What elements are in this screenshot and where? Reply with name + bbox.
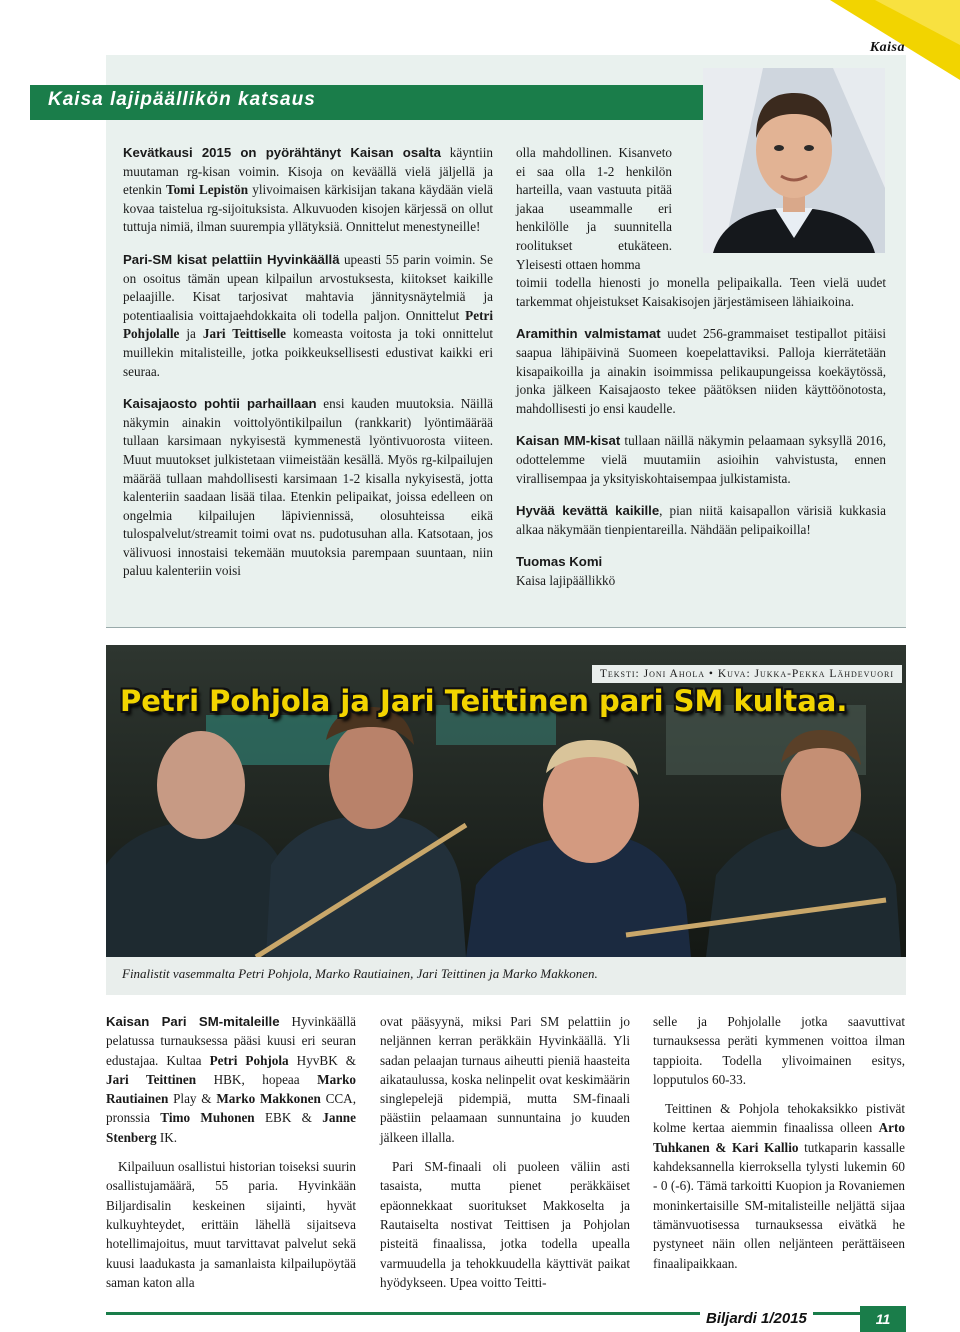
paragraph [123,395,493,581]
brand-label: Kaisa [869,40,905,55]
text: uudet 256-grammaiset testipallot pitäisi saapua lähipäivinä Suomeen koepelattaviksi. Palloja kierrätetään kisapaikoilla ja ainakin isoimmissa pelikaupungeissa koekäytössä, jonka jälkeen Kaisajaosto tekee päätöksen niiden käyttöönotosta, mahdollisesti jo ensi kaudelle. [516,326,886,416]
person-name: Petri Pohjolalle [123,307,493,342]
paragraph [123,144,493,237]
section-title: Kaisa lajipäällikön katsaus [48,89,316,110]
text: EBK & [254,1110,323,1126]
paragraph: Pari SM-finaali oli puoleen väliin asti tasaista, mutta pienet peräkkäiset epäonnekkaat suoritukset Makkoselta ja Rautaiselta nostivat Teittisen ja Pohjolan pisteitä finaalissa, jotka todella upealla varmuudella ja tehokkuudella käyttivät paikat hyödykseen. Upea voitto Teitti- [380,1159,630,1290]
person-name: Arto Tuhkanen & Kari Kallio [653,1120,905,1155]
photo-credit: Teksti: Joni Ahola • Kuva: Jukka-Pekka Lähdevuori [592,665,902,683]
article-column-right [516,144,886,590]
lead-phrase: Kaisan Pari SM-mitaleille [106,1014,280,1029]
paragraph: toimii todella hienosti jo monella pelipaikalla. Teen vielä uudet tarkemmat ohjeistukset Kaisakisojen järjestämiseen lähiaikoina. [516,275,886,309]
person-name: Tomi Lepistön [165,182,249,198]
signature [516,553,886,590]
lead-phrase: Kevätkausi 2015 on pyörähtänyt Kaisan osalta [123,145,441,160]
text: CCA, pronssia [106,1091,356,1126]
text: Hyvinkäällä pelatussa turnauksessa pääsi kuusi eri seuran edustajaa. Kultaa [106,1014,356,1068]
text: tullaan näillä näkymin pelaamaan syksyllä 2016, odottelemme vielä muutamiin asioihin vahvistusta, ennen virallisempaa ja yksityiskohtaisempaa julkistamista. [516,433,886,486]
lead-phrase: Kaisan MM-kisat [516,433,621,449]
text: komeasta voitosta ja toki onnittelut muillekin mitalisteille, jotka poikkeuksellisesti edustivat kaikki eri seuraa. [123,326,493,379]
person-name: Jari Teittinen [106,1071,197,1087]
article2-column-3 [653,1012,905,1273]
page-number: 11 [860,1306,906,1332]
paragraph [516,502,886,539]
text: Play & [168,1091,217,1107]
paragraph: ovat pääsyynä, miksi Pari SM pelattiin jo neljännen kerran peräkkäin Hyvinkäällä. Yli sadan pelaajan turnaus aiheutti pieniä haasteita aikataulussa, koska nelinpelit ovat keskimäärin singlepelejä pidempiä, mutta SM-finaali päästiin pelaamaan sunnuntaina jo kuuden jälkeen illalla. [380,1014,630,1145]
article-column-left [123,144,493,595]
article-headline: Petri Pohjola ja Jari Teittinen pari SM kultaa. [120,684,848,718]
text: HBK, hopeaa [196,1071,318,1087]
lead-phrase: Aramithin valmistamat [516,326,661,342]
text: Teittinen & Pohjola tehokaksikko pistivät kolme kertaa aiemmin finaalissa olleen [653,1101,905,1136]
paragraph [516,432,886,488]
magazine-issue: Biljardi 1/2015 [700,1310,813,1327]
text: tutkaparin kassalle kahdeksannella kierroksella tylysti lukemin 60 - 0 (-6). Tämä tarkoitti Kuopion ja Rovaniemen moninkertaisille SM-mitalisteille neljättä sijaa tämänvuotisessa turnauksessa eivätkä he pystyneet näin ollen neljänteen perättäiseen finaalipaikkaan. [653,1139,905,1271]
person-name: Marko Rautiainen [106,1071,356,1107]
person-name: Janne Stenberg [106,1110,356,1145]
article2-column-2 [380,1012,630,1292]
text: käyntiin muutaman rg-kisan voimin. Kisoja on keväällä vielä jäljellä ja etenkin [123,145,493,198]
text: IK. [156,1129,178,1145]
lead-phrase: Kaisajaosto pohtii parhaillaan [123,396,317,412]
paragraph [516,325,886,418]
photo-caption: Finalistit vasemmalta Petri Pohjola, Marko Rautiainen, Jari Teittinen ja Marko Makkonen. [122,966,598,981]
person-name: Timo Muhonen [160,1110,255,1126]
section-divider [106,627,906,628]
lead-phrase: Pari-SM kisat pelattiin Hyvinkäällä [123,251,340,267]
paragraph [653,1099,905,1273]
text: ensi kauden muutoksia. Näillä näkymin ainakin voittolyöntikilpailun (rankkarit) lyöntimäärää tullaan karsimaan nykyisestä kymmenestä lyöntivuorosta viiteen. Muut muutokset julkistetaan viimeistään kesällä. Myös rg-kilpailujen määrää tullaan mahdollisesti karsimaan 1-2 kisalla nykyisestä, jotta kalenteriin saadaan lisää tilaa. Etenkin pelipaikat, joissa edelleen on ongelmia kilpailujen läpiviennissä, olosuhteissa eikä tulospalvelut/streamit toimi ovat ns. pudotusuhan alla. Katsotaan, jos välivuosi innostaisi tekemään muutoksia parempaan suuntaan, niin paluu kalenteriin voisi [123,396,493,579]
paragraph [123,251,493,381]
text: upeasti 55 parin voimin. Se on osoitus tämän upean kilpailun arvostuksesta, kiitokset kaikille pelaajille. Kisat tarjosivat mahtavia jännitysnäytelmiä ja potentiaalisia voittajaehdokkaita oli todella paljon. Onnittelut [123,251,493,323]
signature-name: Tuomas Komi [516,554,603,570]
person-name: Petri Pohjola [209,1052,289,1068]
paragraph [106,1012,356,1147]
person-name: Jari Teittiselle [202,326,287,342]
signature-title: Kaisa lajipäällikkö [516,572,616,588]
lead-phrase: Hyvää kevättä kaikille [516,503,660,519]
text: , pian niitä kaisapallon värisiä kukkasia alkaa näkymään tienpientareilla. Nähdään pelipaikoilla! [516,503,887,537]
text: ylivoimaisen kärkisijan takana käydään vielä kovaa taistelua rg-sijoituksista. Alkuvuoden kisojen kärjessä on ollut tuttuja nimiä, ilman suurempia yllätyksiä. Onnittelut menestyneille! [123,182,493,235]
paragraph: olla mahdollinen. Kisanveto ei saa olla 1-2 henkilön harteilla, vaan vastuuta pitää jakaa useammalle eri henkilölle ja suunnitella roolitukset etukäteen. Yleisesti ottaen homma [516,145,672,272]
text: HyvBK & [288,1052,357,1068]
paragraph: selle ja Pohjolalle jotka saavuttivat turnauksessa peräti kymmenen voittoa ilman tappioita. Todella ylivoimainen esitys, lopputulos 60-33. [653,1014,905,1087]
article2-column-1 [106,1012,356,1292]
text: ja [179,326,203,342]
paragraph: Kilpailuun osallistui historian toiseksi suurin osallistujamäärä, 55 paria. Hyvinkään Biljardisalin keskeinen sijainti, hyvät kulkuyhteydet, erittäin lähellä sijaitseva hotellimajoitus, muut tarvittavat palvelut sekä kuusi laadukasta ja samanlaista kilpailupöytää saman katon alla [106,1159,356,1290]
person-name: Marko Makkonen [216,1091,321,1107]
